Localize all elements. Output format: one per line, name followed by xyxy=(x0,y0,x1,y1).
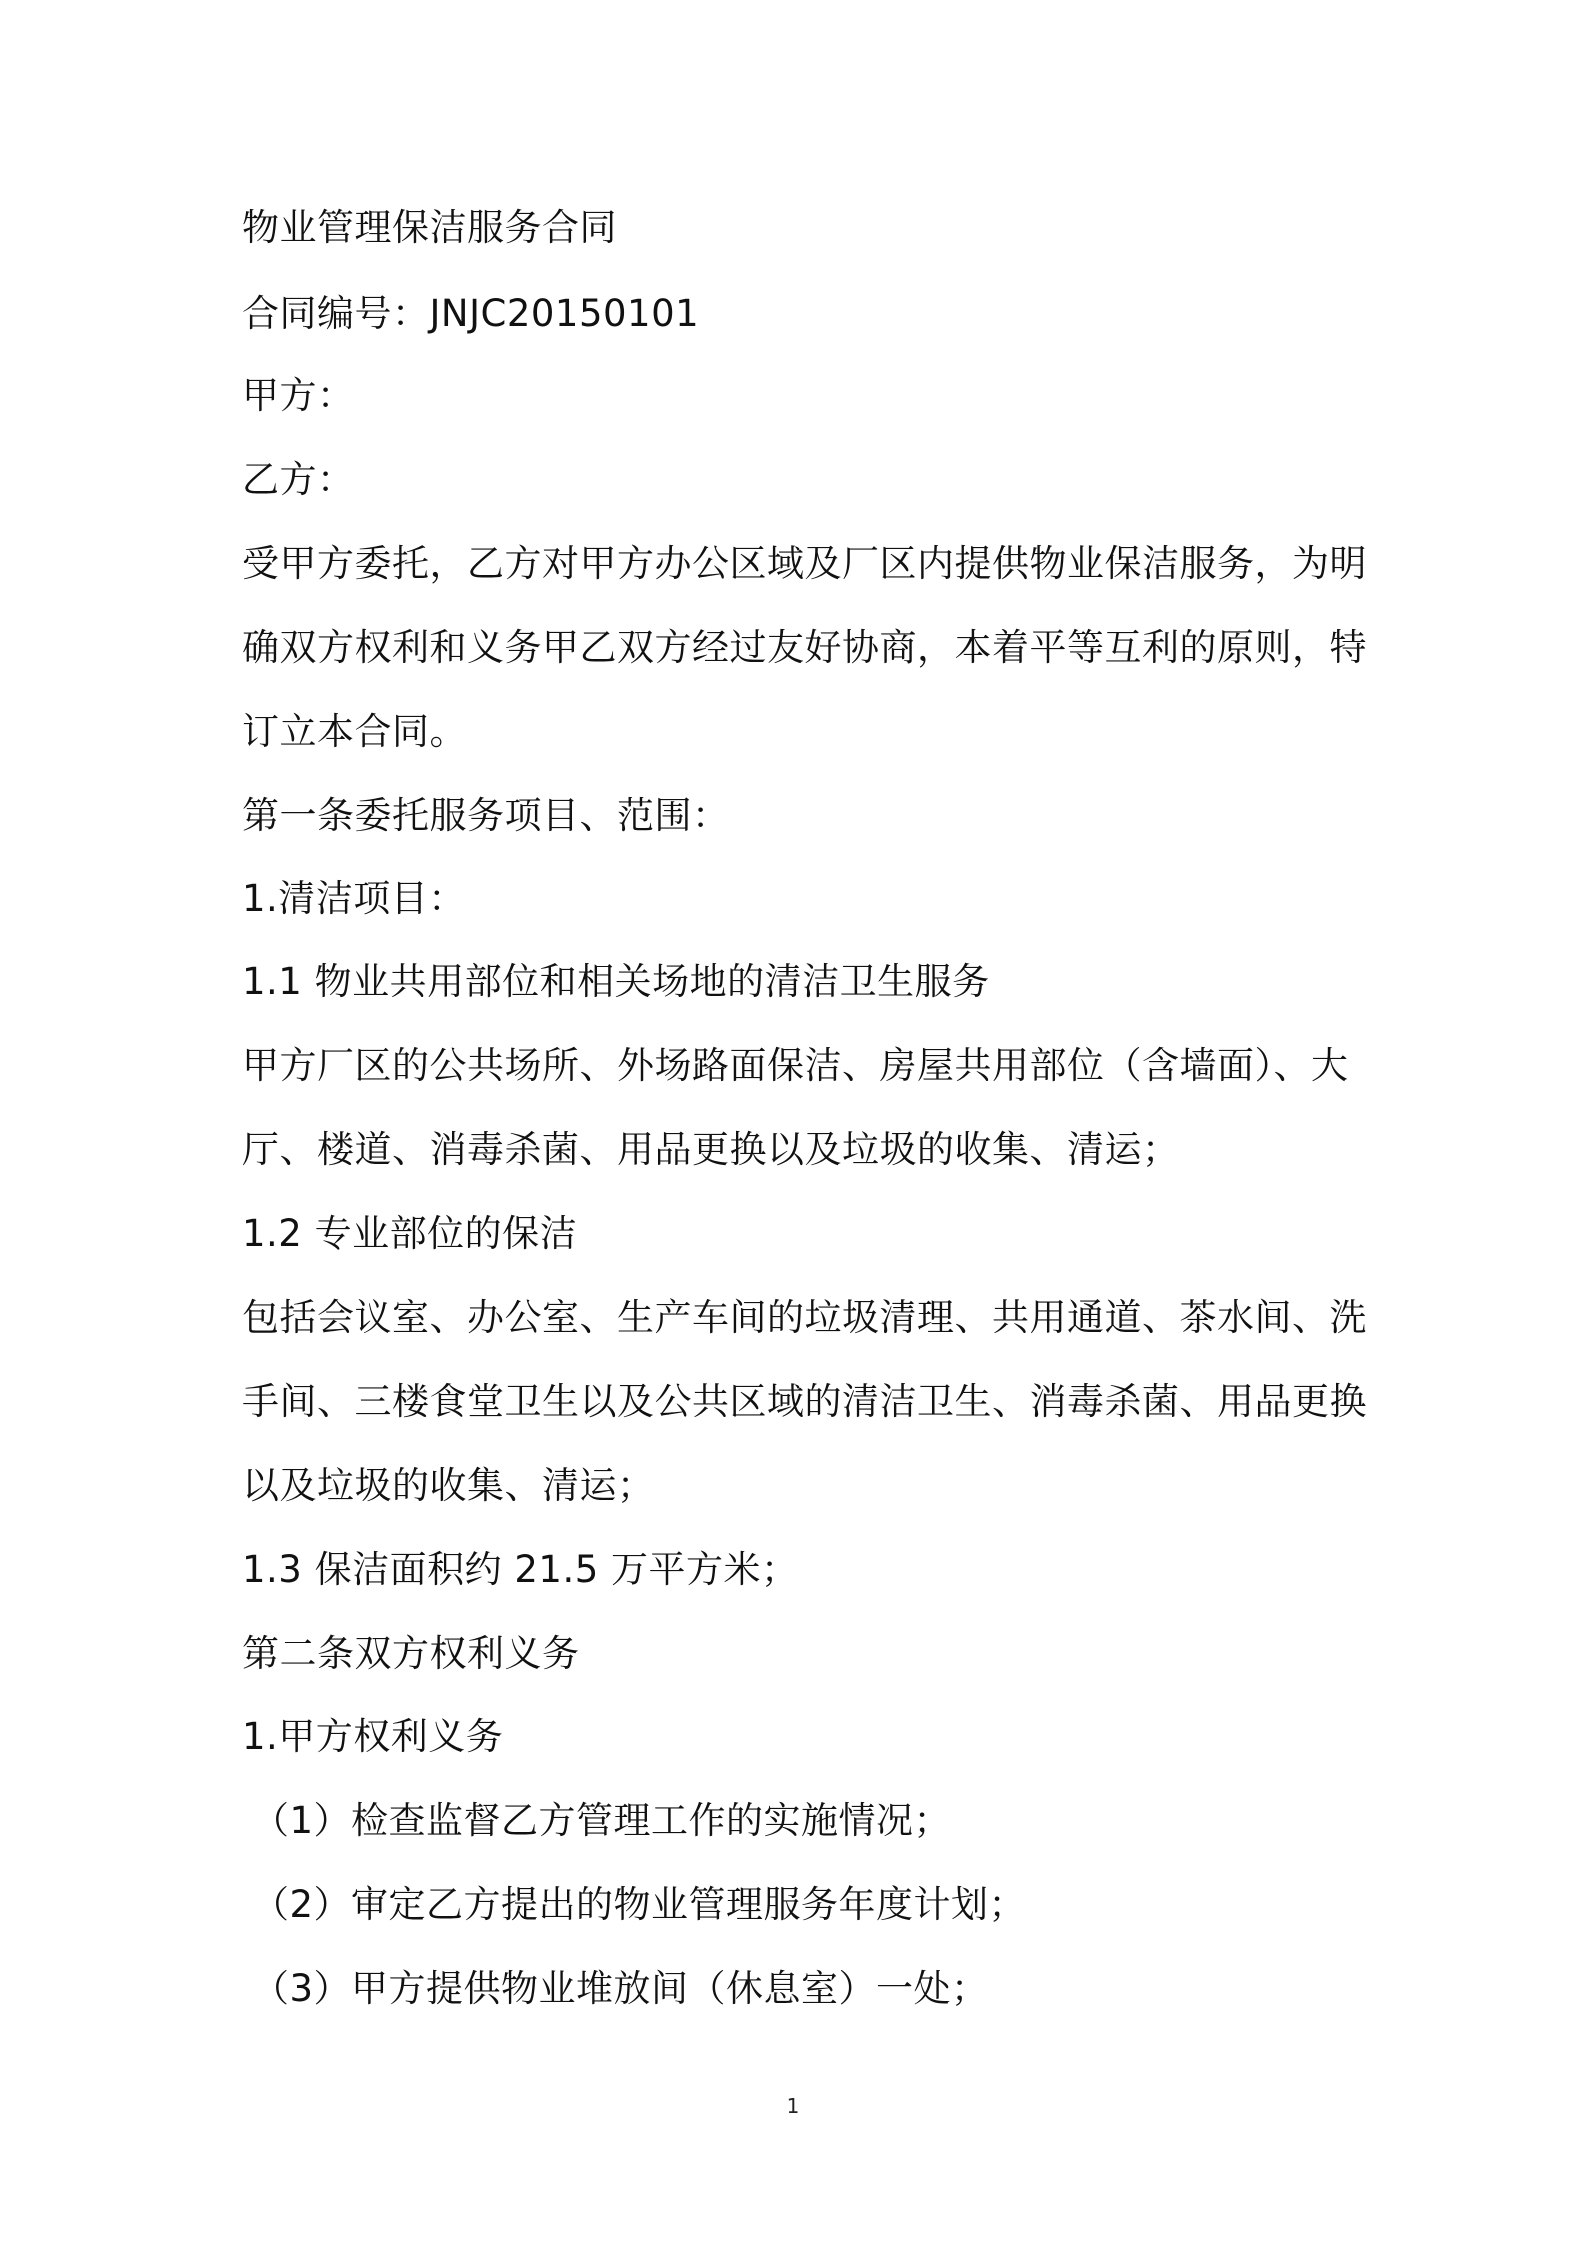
intro-line: 确双方权利和义务甲乙双方经过友好协商，本着平等互利的原则，特 xyxy=(242,626,1367,669)
document-title: 物业管理保洁服务合同 xyxy=(242,206,617,249)
party-a-label: 甲方： xyxy=(242,374,355,417)
item-1-1-line: 厅、楼道、消毒杀菌、用品更换以及垃圾的收集、清运； xyxy=(242,1128,1180,1171)
item-1-2-line: 以及垃圾的收集、清运； xyxy=(242,1464,655,1507)
party-a-right-item: （1）检查监督乙方管理工作的实施情况； xyxy=(252,1799,952,1842)
intro-line: 订立本合同。 xyxy=(242,710,467,753)
item-1-2-line: 包括会议室、办公室、生产车间的垃圾清理、共用通道、茶水间、洗 xyxy=(242,1296,1367,1339)
intro-line: 受甲方委托，乙方对甲方办公区域及厂区内提供物业保洁服务，为明 xyxy=(242,542,1367,585)
item-1-heading: 1.清洁项目： xyxy=(242,877,466,920)
item-1-1-line: 甲方厂区的公共场所、外场路面保洁、房屋共用部位（含墙面）、大 xyxy=(242,1044,1349,1087)
article-1-heading: 第一条委托服务项目、范围： xyxy=(242,794,730,837)
page-number: 1 xyxy=(786,2094,800,2118)
item-1-3: 1.3 保洁面积约 21.5 万平方米； xyxy=(242,1548,799,1591)
item-1-2-line: 手间、三楼食堂卫生以及公共区域的清洁卫生、消毒杀菌、用品更换 xyxy=(242,1380,1367,1423)
party-b-label: 乙方： xyxy=(242,458,355,501)
article-2-heading: 第二条双方权利义务 xyxy=(242,1632,580,1675)
item-1-2-heading: 1.2 专业部位的保洁 xyxy=(242,1212,578,1255)
item-1-1-heading: 1.1 物业共用部位和相关场地的清洁卫生服务 xyxy=(242,960,990,1003)
party-a-right-item: （3）甲方提供物业堆放间（休息室）一处； xyxy=(252,1967,989,2010)
party-a-rights-heading: 1.甲方权利义务 xyxy=(242,1715,504,1758)
party-a-right-item: （2）审定乙方提出的物业管理服务年度计划； xyxy=(252,1883,1027,1926)
contract-number: 合同编号：JNJC20150101 xyxy=(242,292,700,335)
